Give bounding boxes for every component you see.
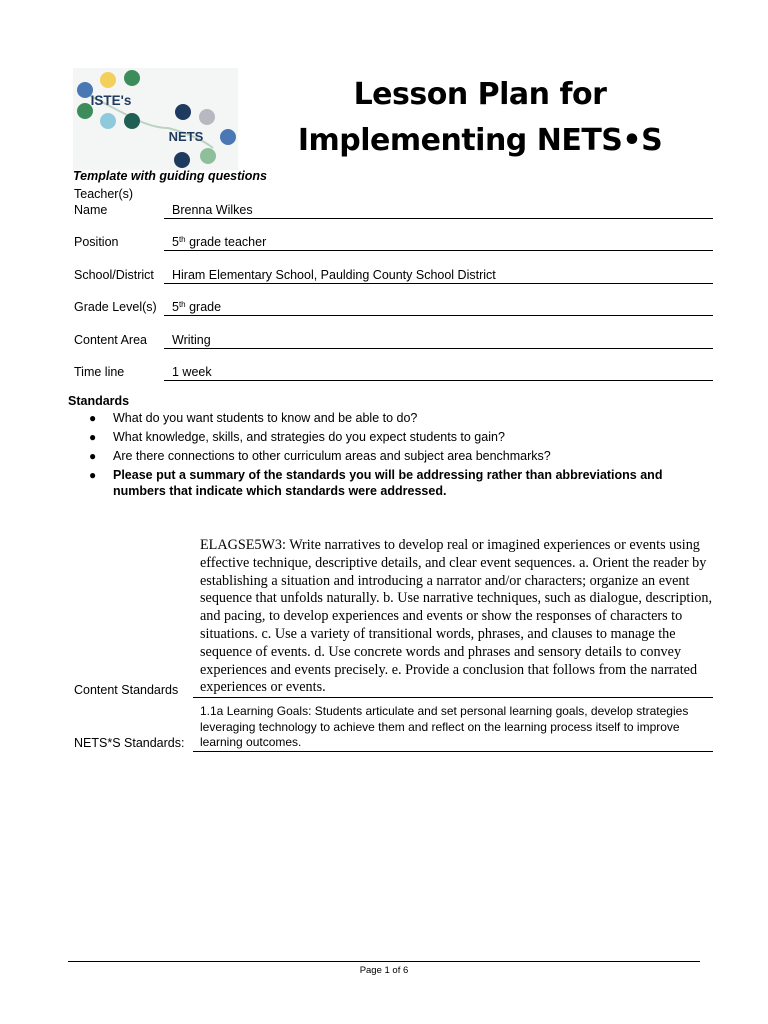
timeline-value: 1 week [164, 364, 713, 381]
guiding-question [88, 467, 688, 499]
guiding-question-text: What knowledge, skills, and strategies do you expect students to gain? [113, 430, 505, 444]
grade-value-number: 5 [172, 300, 179, 314]
guiding-question [88, 448, 688, 464]
bullet-icon: ● [89, 449, 97, 463]
teacher-name-value: Brenna Wilkes [164, 202, 713, 219]
teacher-label-line-1: Teacher(s) [74, 187, 134, 201]
logo-dot-grey [199, 109, 215, 125]
position-label: Position [74, 235, 119, 249]
teacher-label-line-2: Name [74, 203, 108, 217]
grade-level-value [164, 299, 713, 316]
page-number: Page 1 of 6 [359, 965, 409, 976]
guiding-question-text: Please put a summary of the standards you will be addressing rather than abbreviations and numbers that indicate which standards were addressed. [113, 468, 663, 498]
title-line-2: Implementing NETS•S [297, 123, 663, 158]
logo-text-nets: NETS [168, 129, 204, 144]
logo-dot-green-1 [124, 70, 140, 86]
position-value-superscript: th [178, 235, 186, 244]
guiding-question [88, 429, 688, 445]
content-standards-label: Content Standards [74, 683, 179, 697]
grade-value-superscript: th [178, 300, 186, 309]
position-value [164, 234, 713, 251]
content-area-value: Writing [164, 332, 713, 349]
logo-graphic [73, 68, 238, 170]
school-district-value: Hiram Elementary School, Paulding County School District [164, 267, 713, 284]
logo-dot-sage [200, 148, 216, 164]
school-district-label: School/District [74, 268, 154, 282]
logo-dot-teal [124, 113, 140, 129]
timeline-label: Time line [74, 365, 125, 379]
grade-value-text: grade [185, 300, 222, 314]
bullet-icon: ● [89, 468, 97, 482]
position-value-number: 5 [172, 235, 179, 249]
content-standards-value: ELAGSE5W3: Write narratives to develop real or imagined experiences or events using effective technique, descriptive details, and clear event sequences. a. Orient the reader by establishing a situation and introducing a narrator and/or characters; organize an event sequence that unfolds naturally. b. Use narrative techniques, such as dialogue, description, and pacing, to develop experiences and events or show the responses of characters to situations. c. Use a variety of transitional words, phrases, and clauses to manage the sequence of events. d. Use concrete words and phrases and sensory details to convey experiences and events precisely. e. Provide a conclusion that follows from the narrated experiences or events. [193, 537, 713, 698]
nets-standards-label: NETS*S Standards: [74, 736, 185, 750]
logo-dot-navy-1 [175, 104, 191, 120]
grade-level-label: Grade Level(s) [74, 300, 157, 314]
iste-nets-logo [73, 68, 238, 170]
guiding-question-text: Are there connections to other curriculum areas and subject area benchmarks? [113, 449, 551, 463]
title-line-1: Lesson Plan for [353, 77, 607, 112]
logo-dot-yellow [100, 72, 116, 88]
footer-divider [68, 961, 700, 962]
guiding-question [88, 410, 688, 426]
standards-heading: Standards [68, 394, 130, 408]
content-area-label: Content Area [74, 333, 147, 347]
logo-text-iste: ISTE's [90, 93, 132, 108]
template-note: Template with guiding questions [73, 169, 267, 183]
bullet-icon: ● [89, 430, 97, 444]
logo-dot-navy-2 [174, 152, 190, 168]
guiding-questions-list [88, 410, 688, 502]
guiding-question-text: What do you want students to know and be able to do? [113, 411, 418, 425]
nets-standards-value: 1.1a Learning Goals: Students articulate and set personal learning goals, develop strategies leveraging technology to achieve them and reflect on the learning process itself to improve learning outcomes. [193, 704, 713, 752]
page-title [290, 72, 670, 164]
bullet-icon: ● [89, 411, 97, 425]
logo-dot-blue-2 [220, 129, 236, 145]
position-value-text: grade teacher [185, 235, 267, 249]
logo-dot-lightblue [100, 113, 116, 129]
